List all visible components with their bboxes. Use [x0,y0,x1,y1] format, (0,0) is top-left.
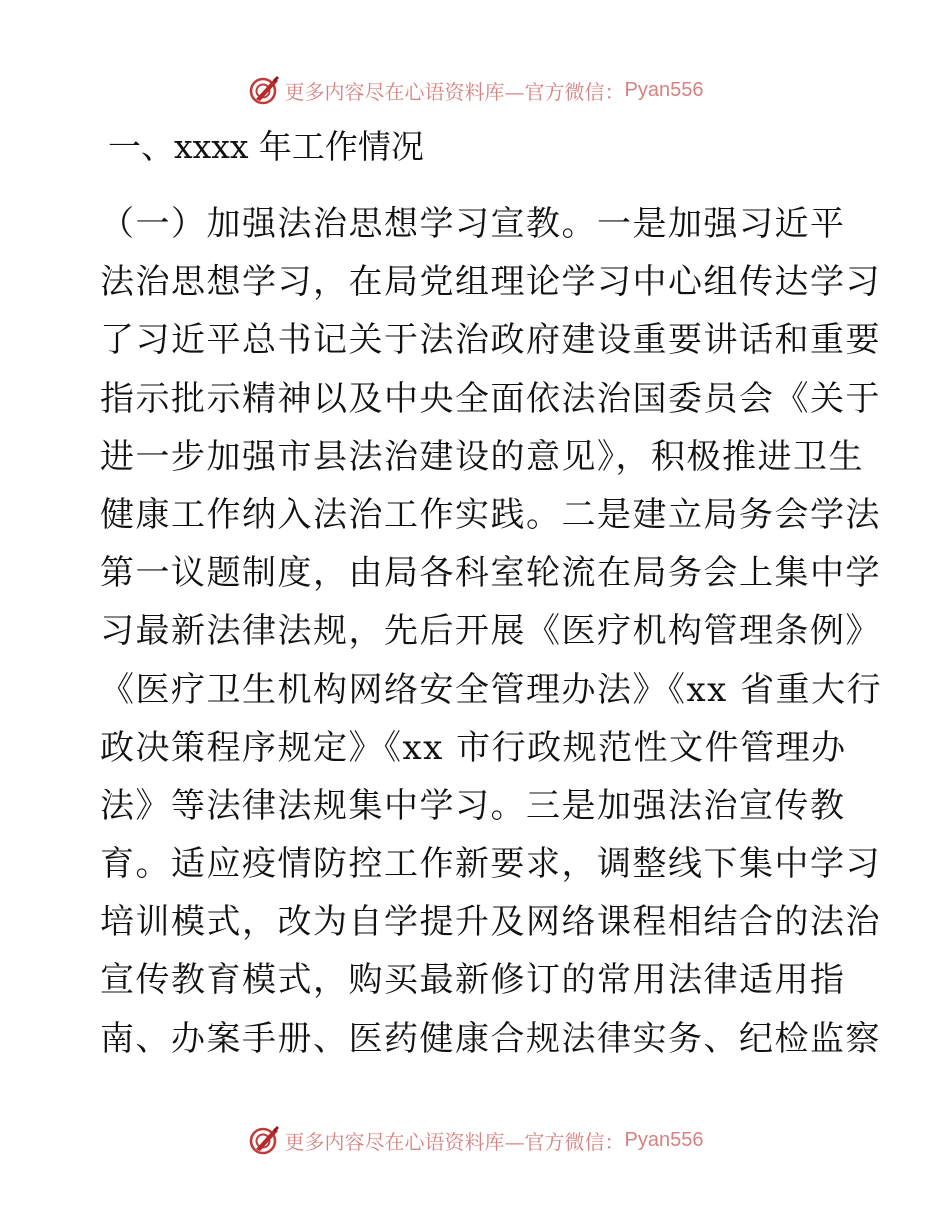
body-line: 指示批示精神以及中央全面依法治国委员会《关于 [100,378,881,419]
quill-pen-logo-icon [247,73,281,107]
body-line: 进一步加强市县法治建设的意见》，积极推进卫生 [100,436,864,477]
bottom-watermark-banner [0,1120,950,1160]
body-line: 了习近平总书记关于法治政府建设重要讲话和重要 [100,320,881,361]
watermark-handle: Pyan556 [624,1128,704,1151]
watermark-handle: Pyan556 [624,78,704,101]
watermark-text: 更多内容尽在心语资料库—官方微信： [284,1129,625,1154]
body-line: 习最新法律法规，先后开展《医疗机构管理条例》 [100,611,881,652]
top-watermark-banner [0,70,950,110]
body-line: （一）加强法治思想学习宣教。一是加强习近平 [100,204,846,244]
body-line: 第一议题制度，由局各科室轮流在局务会上集中学 [100,553,881,594]
section-heading: 一、xxxx 年工作情况 [108,127,424,166]
body-line: 培训模式，改为自学提升及网络课程相结合的法治 [100,902,881,943]
body-line: 南、办案手册、医药健康合规法律实务、纪检监察 [100,1018,881,1059]
document-body [100,195,883,1068]
body-line: 宣传教育模式，购买最新修订的常用法律适用指 [100,960,846,1001]
body-line: 健康工作纳入法治工作实践。二是建立局务会学法 [100,494,881,535]
body-line: 育。适应疫情防控工作新要求，调整线下集中学习 [100,844,881,885]
body-line: 政决策程序规定》《xx 市行政规范性文件管理办 [100,727,847,768]
watermark-text: 更多内容尽在心语资料库—官方微信： [284,79,625,104]
body-line: 《医疗卫生机构网络安全管理办法》《xx 省重大行 [100,669,883,710]
body-line: 法治思想学习，在局党组理论学习中心组传达学习 [100,262,881,303]
quill-pen-logo-icon [247,1123,281,1157]
body-line: 法》等法律法规集中学习。三是加强法治宣传教 [100,785,846,826]
